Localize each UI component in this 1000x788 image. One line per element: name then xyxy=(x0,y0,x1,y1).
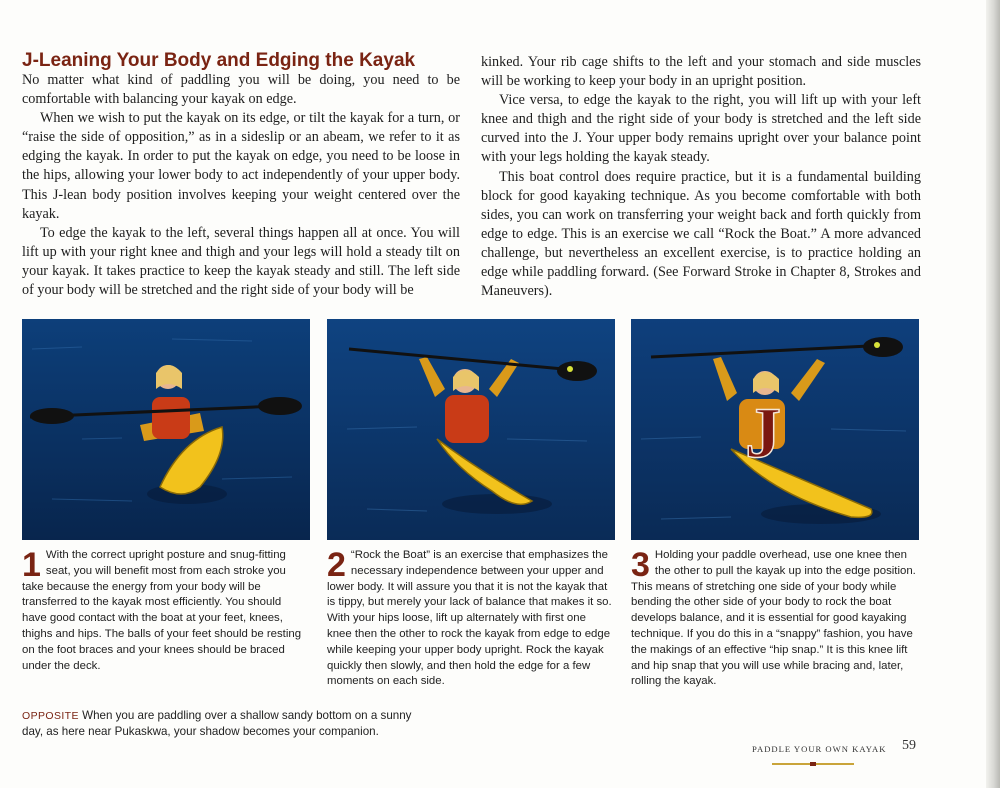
paragraph: kinked. Your rib cage shifts to the left and your stomach and side muscles will be working to keep your body in an upright position. xyxy=(481,54,921,90)
opposite-caption xyxy=(22,708,432,740)
section-heading: J-Leaning Your Body and Edging the Kayak xyxy=(22,50,416,71)
paragraph: No matter what kind of paddling you will be doing, you need to be comfortable with balancing your kayak on edge. xyxy=(22,72,460,108)
footer-ornament xyxy=(772,762,854,766)
running-title: PADDLE YOUR OWN KAYAK xyxy=(752,744,887,754)
opposite-label: OPPOSITE xyxy=(22,710,79,722)
body-column-right xyxy=(481,53,921,301)
photo-kayaker-rock-the-boat xyxy=(327,319,615,540)
caption-number: 3 xyxy=(631,546,650,584)
page-number: 59 xyxy=(902,738,916,753)
caption-number: 1 xyxy=(22,546,41,584)
caption-2 xyxy=(327,548,613,690)
caption-number: 2 xyxy=(327,546,346,584)
paragraph: This boat control does require practice, but it is a fundamental building block for good kayaking technique. As you become comfortable with both sides, you can work on transferring your weight back and forth quickly from edge to edge. This is an exercise we call “Rock the Boat.” A more advanced challenge, but nevertheless an excellent exercise, is to practice holding an edge while paddling forward. (See Forward Stroke in Chapter 8, Strokes and Maneuvers). xyxy=(481,168,921,300)
paragraph: Vice versa, to edge the kayak to the right, you will lift up with your left knee and thigh and the right side of your body is stretched and the left side curved into the J. Your upper body remains upright over your balance point with your legs holding the kayak steady. xyxy=(481,92,921,166)
opposite-text: When you are paddling over a shallow sandy bottom on a sunny day, as here near Pukaskwa, your shadow becomes your companion. xyxy=(22,709,412,738)
caption-3 xyxy=(631,548,917,690)
caption-text: “Rock the Boat” is an exercise that emphasizes the necessary independence between your upper and lower body. It will assure you that it is not the kayak that is tippy, but merely your lack of balance that makes it so. With your hips loose, lift up alternately with first one knee then the other to rock the kayak from edge to edge while keeping your upper body upright. Rock the kayak quickly then slowly, and then hold the edge for a few moments on each side. xyxy=(327,549,612,688)
page-edge-shadow xyxy=(986,0,1000,788)
photo-kayaker-j-lean xyxy=(631,319,919,540)
caption-text: With the correct upright posture and snug-fitting seat, you will benefit most from each stroke you take because the energy from your body will be transferred to the kayak most efficiently. You should have good contact with the boat at your feet, knees, thighs and hips. The balls of your feet should be resting on the foot braces and your knees should be braced under the deck. xyxy=(22,549,302,672)
caption-1 xyxy=(22,548,308,674)
caption-text: Holding your paddle overhead, use one knee then the other to pull the kayak up into the edge position. This means of stretching one side of your body while bending the other side of your body to rock the boat develops balance, and it is essential for good kayaking technique. If you do this in a “snappy” fashion, you have the makings of an effective “hip snap.” It is this knee lift and hip snap that you will use while bracing and, later, rolling the kayak. xyxy=(631,549,916,688)
j-letter-overlay: J xyxy=(745,393,781,473)
paragraph: When we wish to put the kayak on its edge, or tilt the kayak for a turn, or “raise the side of opposition,” as in a sideslip or an abeam, we refer to it as edging the kayak. In order to put the kayak on edge, you need to be loose in the hips, allowing your lower body to act independently of your upper body. This J-lean body position involves keeping your weight centered over the kayak. xyxy=(22,110,460,222)
body-column-left xyxy=(22,71,460,300)
photo-kayaker-upright xyxy=(22,319,310,540)
paragraph: To edge the kayak to the left, several things happen all at once. You will lift up with your right knee and thigh and your legs will hold a steady tilt on your kayak. It takes practice to keep the kayak steady and still. The left side of your body will be stretched and the right side of your body will be xyxy=(22,224,460,299)
